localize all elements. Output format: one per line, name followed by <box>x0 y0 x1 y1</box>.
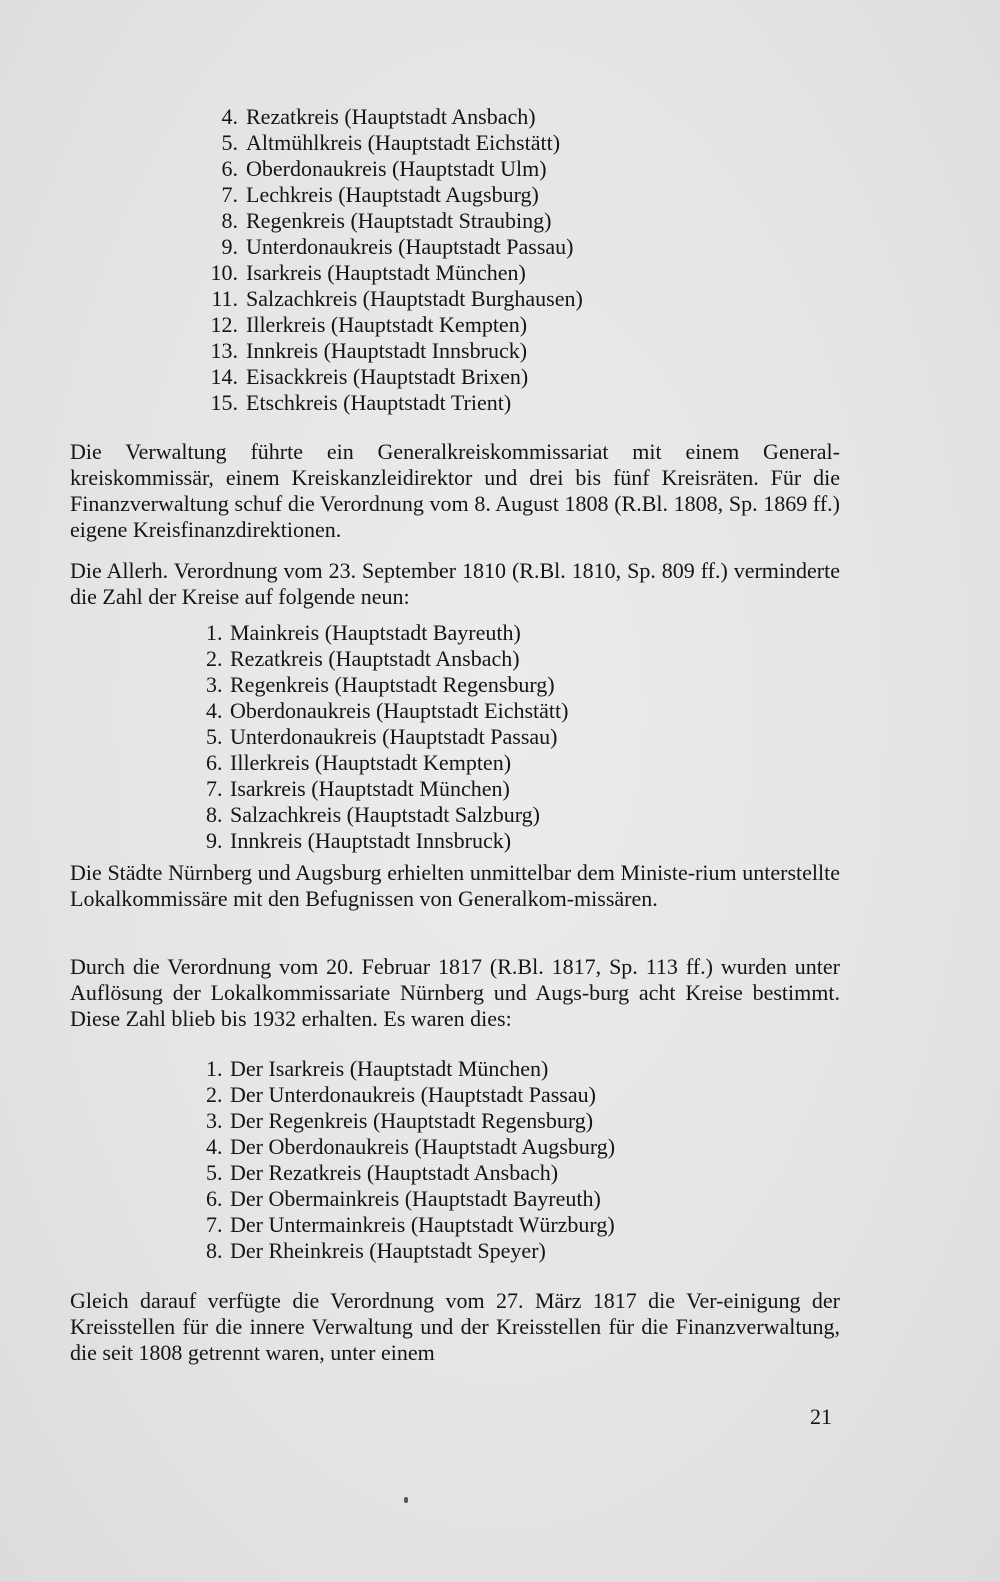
list-item: 5. Der Rezatkreis (Hauptstadt Ansbach) <box>206 1160 559 1185</box>
paragraph-verordnung-1810: Die Allerh. Verordnung vom 23. September 1810 (R.Bl. 1810, Sp. 809 ff.) verminderte die Zahl der Kreise auf folgende neun: <box>70 558 840 609</box>
list-item: 5. Altmühlkreis (Hauptstadt Eichstätt) <box>221 130 561 155</box>
list-item: 3. Der Regenkreis (Hauptstadt Regensburg) <box>206 1108 594 1133</box>
list-item: 3. Regenkreis (Hauptstadt Regensburg) <box>206 672 555 697</box>
paragraph-verordnung-1817: Durch die Verordnung vom 20. Februar 1817 (R.Bl. 1817, Sp. 113 ff.) wurden unter Auflösung der Lokalkommissariate Nürnberg und Augs-burg acht Kreise bestimmt. Diese Zahl blieb bis 1932 erhalten. Es waren dies: <box>70 954 840 1031</box>
list-item: 2. Rezatkreis (Hauptstadt Ansbach) <box>206 646 520 671</box>
list-item: 2. Der Unterdonaukreis (Hauptstadt Passau) <box>206 1082 596 1107</box>
paragraph-staedte: Die Städte Nürnberg und Augsburg erhielten unmittelbar dem Ministe-rium unterstellte Lokalkommissäre mit den Befugnissen von Generalkom-missären. <box>70 860 840 911</box>
paragraph-vereinigung: Gleich darauf verfügte die Verordnung vom 27. März 1817 die Ver-einigung der Kreisstellen für die innere Verwaltung und der Kreisstellen für die Finanzverwaltung, die seit 1808 getrennt waren, unter einem <box>70 1288 840 1365</box>
list-item: 8. Regenkreis (Hauptstadt Straubing) <box>221 208 552 233</box>
list-item: 6. Der Obermainkreis (Hauptstadt Bayreuth) <box>206 1186 601 1211</box>
list-item: 1. Der Isarkreis (Hauptstadt München) <box>206 1056 549 1081</box>
list-item: 10. Isarkreis (Hauptstadt München) <box>210 260 526 285</box>
paragraph-verwaltung: Die Verwaltung führte ein Generalkreiskommissariat mit einem General-kreiskommissär, einem Kreiskanzleidirektor und drei bis fünf Kreisräten. Für die Finanzverwaltung schuf die Verordnung vom 8. August 1808 (R.Bl. 1808, Sp. 1869 ff.) eigene Kreisfinanzdirektionen. <box>70 439 840 542</box>
kreis-list-1810 <box>206 620 568 854</box>
list-item: 12. Illerkreis (Hauptstadt Kempten) <box>210 312 528 337</box>
list-item: 9. Unterdonaukreis (Hauptstadt Passau) <box>221 234 574 259</box>
list-item: 6. Oberdonaukreis (Hauptstadt Ulm) <box>221 156 547 181</box>
list-item: 5. Unterdonaukreis (Hauptstadt Passau) <box>206 724 558 749</box>
page-number: 21 <box>810 1404 832 1429</box>
kreis-list-1808 <box>210 104 583 416</box>
list-item: 14. Eisackkreis (Hauptstadt Brixen) <box>210 364 529 389</box>
list-item: 4. Oberdonaukreis (Hauptstadt Eichstätt) <box>206 698 569 723</box>
list-item: 13. Innkreis (Hauptstadt Innsbruck) <box>210 338 528 363</box>
list-item: 7. Lechkreis (Hauptstadt Augsburg) <box>221 182 539 207</box>
list-item: 11. Salzachkreis (Hauptstadt Burghausen) <box>211 286 583 311</box>
list-item: 15. Etschkreis (Hauptstadt Trient) <box>210 390 512 415</box>
list-item: 4. Der Oberdonaukreis (Hauptstadt Augsburg) <box>206 1134 616 1159</box>
list-item: 8. Der Rheinkreis (Hauptstadt Speyer) <box>206 1238 546 1263</box>
list-item: 6. Illerkreis (Hauptstadt Kempten) <box>206 750 512 775</box>
paper-speck <box>404 1497 408 1503</box>
list-item: 4. Rezatkreis (Hauptstadt Ansbach) <box>221 104 536 129</box>
list-item: 1. Mainkreis (Hauptstadt Bayreuth) <box>206 620 521 645</box>
kreis-list-1817 <box>206 1056 615 1264</box>
list-item: 8. Salzachkreis (Hauptstadt Salzburg) <box>206 802 540 827</box>
list-item: 7. Isarkreis (Hauptstadt München) <box>206 776 510 801</box>
list-item: 9. Innkreis (Hauptstadt Innsbruck) <box>206 828 512 853</box>
list-item: 7. Der Untermainkreis (Hauptstadt Würzburg) <box>206 1212 615 1237</box>
